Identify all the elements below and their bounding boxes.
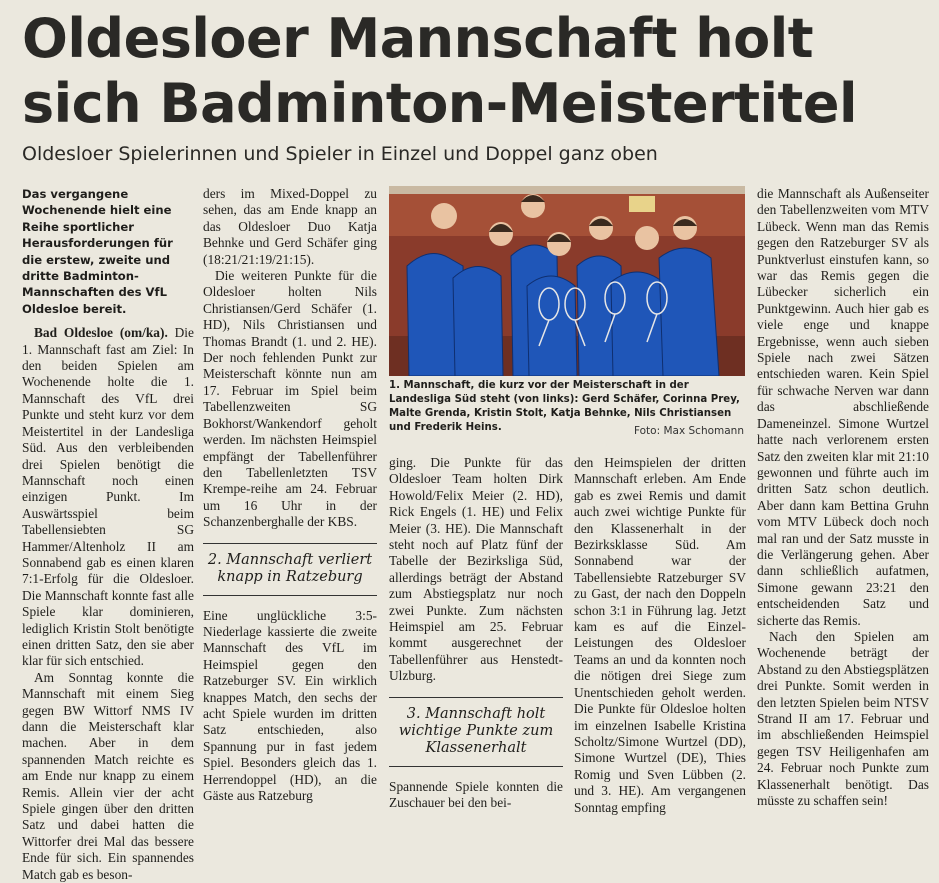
- dateline: Bad Oldesloe (om/ka).: [34, 325, 168, 341]
- paragraph: ging. Die Punkte für das Oldesloer Team holten Dirk Howold/Felix Meier (2. HD), Rick Engels (1. HE) und Felix Meier (3. HE). Die Mannschaft steht noch auf Platz fünf der Tabelle der Bezirksliga Süd, allerdings beträgt der Abstand zum Abstiegsplatz nur noch zwei Punkte. Zum nächsten Heimspiel am 25. Februar kommt ausgerechnet der Tabellenführer aus Henstedt-Ulzburg.: [389, 455, 563, 684]
- paragraph: Am Sonntag konnte die Mannschaft mit einem Sieg gegen BW Wittorf NMS IV dann die Meisterschaft klar machen. Aber in dem spannenden Match reichte es am Ende nur knapp zu einem Remis. Allein vier der acht Spiele gingen über den dritten Satz und dabei hatten die Wittorfer drei Mal das bessere Ende für sich. Ein spannendes Match gab es beson-: [22, 669, 194, 882]
- article-column-1: [22, 186, 194, 883]
- subheadline: Oldesloer Spielerinnen und Spieler in Einzel und Doppel ganz oben: [22, 143, 658, 165]
- team-photo: [389, 186, 745, 376]
- subheading-team-3: 3. Mannschaft holt wichtige Punkte zum Klassenerhalt: [389, 697, 563, 767]
- paragraph: die Mannschaft als Außenseiter den Tabellenzweiten vom MTV Lübeck. Wenn man das Remis gegen den Ratzeburger SV als Punktverlust einstufen kann, so war das Remis gegen die Lübecker sicherlich ein Punktgewinn. Auch hier gab es viele enge und knappe Ergebnisse, wenn auch sieben Spiele nach zwei Sätzen entschieden waren. Kein Spiel für schwache Nerven war dann das abschließende Dameneinzel. Simone Wurtzel hatte nach verlorenem ersten Satz den zweiten klar mit 21:10 gewonnen und führte auch im dritten Satz schon deutlich. Aber dann kam Bettina Gruhn vom MTV Lübeck doch noch mal ran und der Satz musste in die Verlängerung gehen. Aber dann schließlich aufatmen, Simone gewann 23:21 den entscheidenden Satz und sicherte das Remis.: [757, 186, 929, 628]
- article-column-3: [389, 455, 563, 812]
- paragraph: Nach den Spielen am Wochenende beträgt der Abstand zu den Abstiegsplätzen drei Punkte. Somit werden in den letzten Spielen beim NTSV Strand II am 17. Februar und im abschließenden Heimspiel gegen TSV Heiligenhafen am 24. Februar noch Punkte zum Klassenerhalt benötigt. Das müsste zu schaffen sein!: [757, 628, 929, 809]
- subheading-team-2: 2. Mannschaft verliert knapp in Ratzeburg: [203, 543, 377, 596]
- paragraph: Die weiteren Punkte für die Oldesloer holten Nils Christiansen/Gerd Schäfer (1. HD), Nils Christiansen und Thomas Brandt (1. und 2. HE). Der noch fehlenden Punkt zur Meisterschaft könnte nun am 17. Februar im Spiel beim Tabellenzweiten SG Bokhorst/Wankendorf geholt werden. Im nächsten Heimspiel empfängt der Tabellenführer den Tabellenletzten TSV Krempe-reihe am 24. Februar um 16 Uhr in der Schanzenberghalle der KBS.: [203, 268, 377, 530]
- paragraph: [22, 325, 194, 670]
- paragraph-text: Die 1. Mannschaft fast am Ziel: In den beiden Spielen am Wochenende holte die 1. Mannschaft des VfL drei Punkte und steht kurz vor dem Meistertitel in der Landesliga Süd. Aus den verbleibenden drei Spielen benötigt die Mannschaft noch einen einzigen Punkt. Im Auswärtsspiel beim Tabellensiebten SG Hammer/Altenholz II am Sonnabend gab es einen klaren 7:1-Erfolg für die Oldesloer. Die Mannschaft konnte fast alle Spiele klar dominieren, lediglich Kristin Stolt benötigte einen dritten Satz, den sie aber klar für sich entschied.: [22, 325, 194, 669]
- article-column-2: [203, 186, 377, 804]
- headline: Oldesloer Mannschaft holt sich Badminton-Meistertitel: [22, 7, 857, 135]
- photo-caption: 1. Mannschaft, die kurz vor der Meisterschaft in der Landesliga Süd steht (von links): Gerd Schäfer, Corinna Prey, Malte Grenda, Kristin Stolt, Katja Behnke, Nils Christiansen und Frederik Heins.: [389, 380, 740, 433]
- paragraph: Spannende Spiele konnten die Zuschauer bei den bei-: [389, 778, 563, 811]
- paragraph: Eine unglückliche 3:5-Niederlage kassierte die zweite Mannschaft des VfL im Heimspiel gegen den Ratzeburger SV. Ein wirklich knappes Match, den sechs der acht Spiele wurden im dritten Satz entschieden, also Spannung pur in fast jedem Spiel. Besonders gleich das 1. Herrendoppel (HD), an die Gäste aus Ratzeburg: [203, 607, 377, 803]
- lead-paragraph: Das vergangene Wochenende hielt eine Reihe sportlicher Herausforderungen für die erstew, zweite und dritte Badminton-Mannschaften des VfL Oldesloe bereit.: [22, 187, 173, 316]
- paragraph: den Heimspielen der dritten Mannschaft erleben. Am Ende gab es zwei Remis und damit auch zwei wichtige Punkte für den Klassenerhalt in der Bezirksklasse Süd. Am Sonnabend war der Tabellensiebte Ratzeburger SV zu Gast, der nach den Doppeln schon 3:1 in Führung lag. Jetzt kam es auf die Einzel-Leistungen des Oldesloer Teams an und da konnten noch die nötigen drei Siege zum Unentschieden geholt werden. Die Punkte für Oldesloe holten im einzelnen Isabelle Kristina Scholtz/Simone Wurtzel (DD), Simone Wurtzel (DE), Thies Romig und Sven Lübben (2. und 3. HE). Am vergangenen Sonntag empfing: [574, 455, 746, 815]
- photo-credit: Foto: Max Schomann: [633, 425, 744, 437]
- article-column-4: [574, 455, 746, 816]
- article-column-5: [757, 186, 929, 809]
- paragraph: ders im Mixed-Doppel zu sehen, das am Ende knapp an das Oldesloer Duo Katja Behnke und Gerd Schäfer ging (18:21/21:19/21:15).: [203, 186, 377, 267]
